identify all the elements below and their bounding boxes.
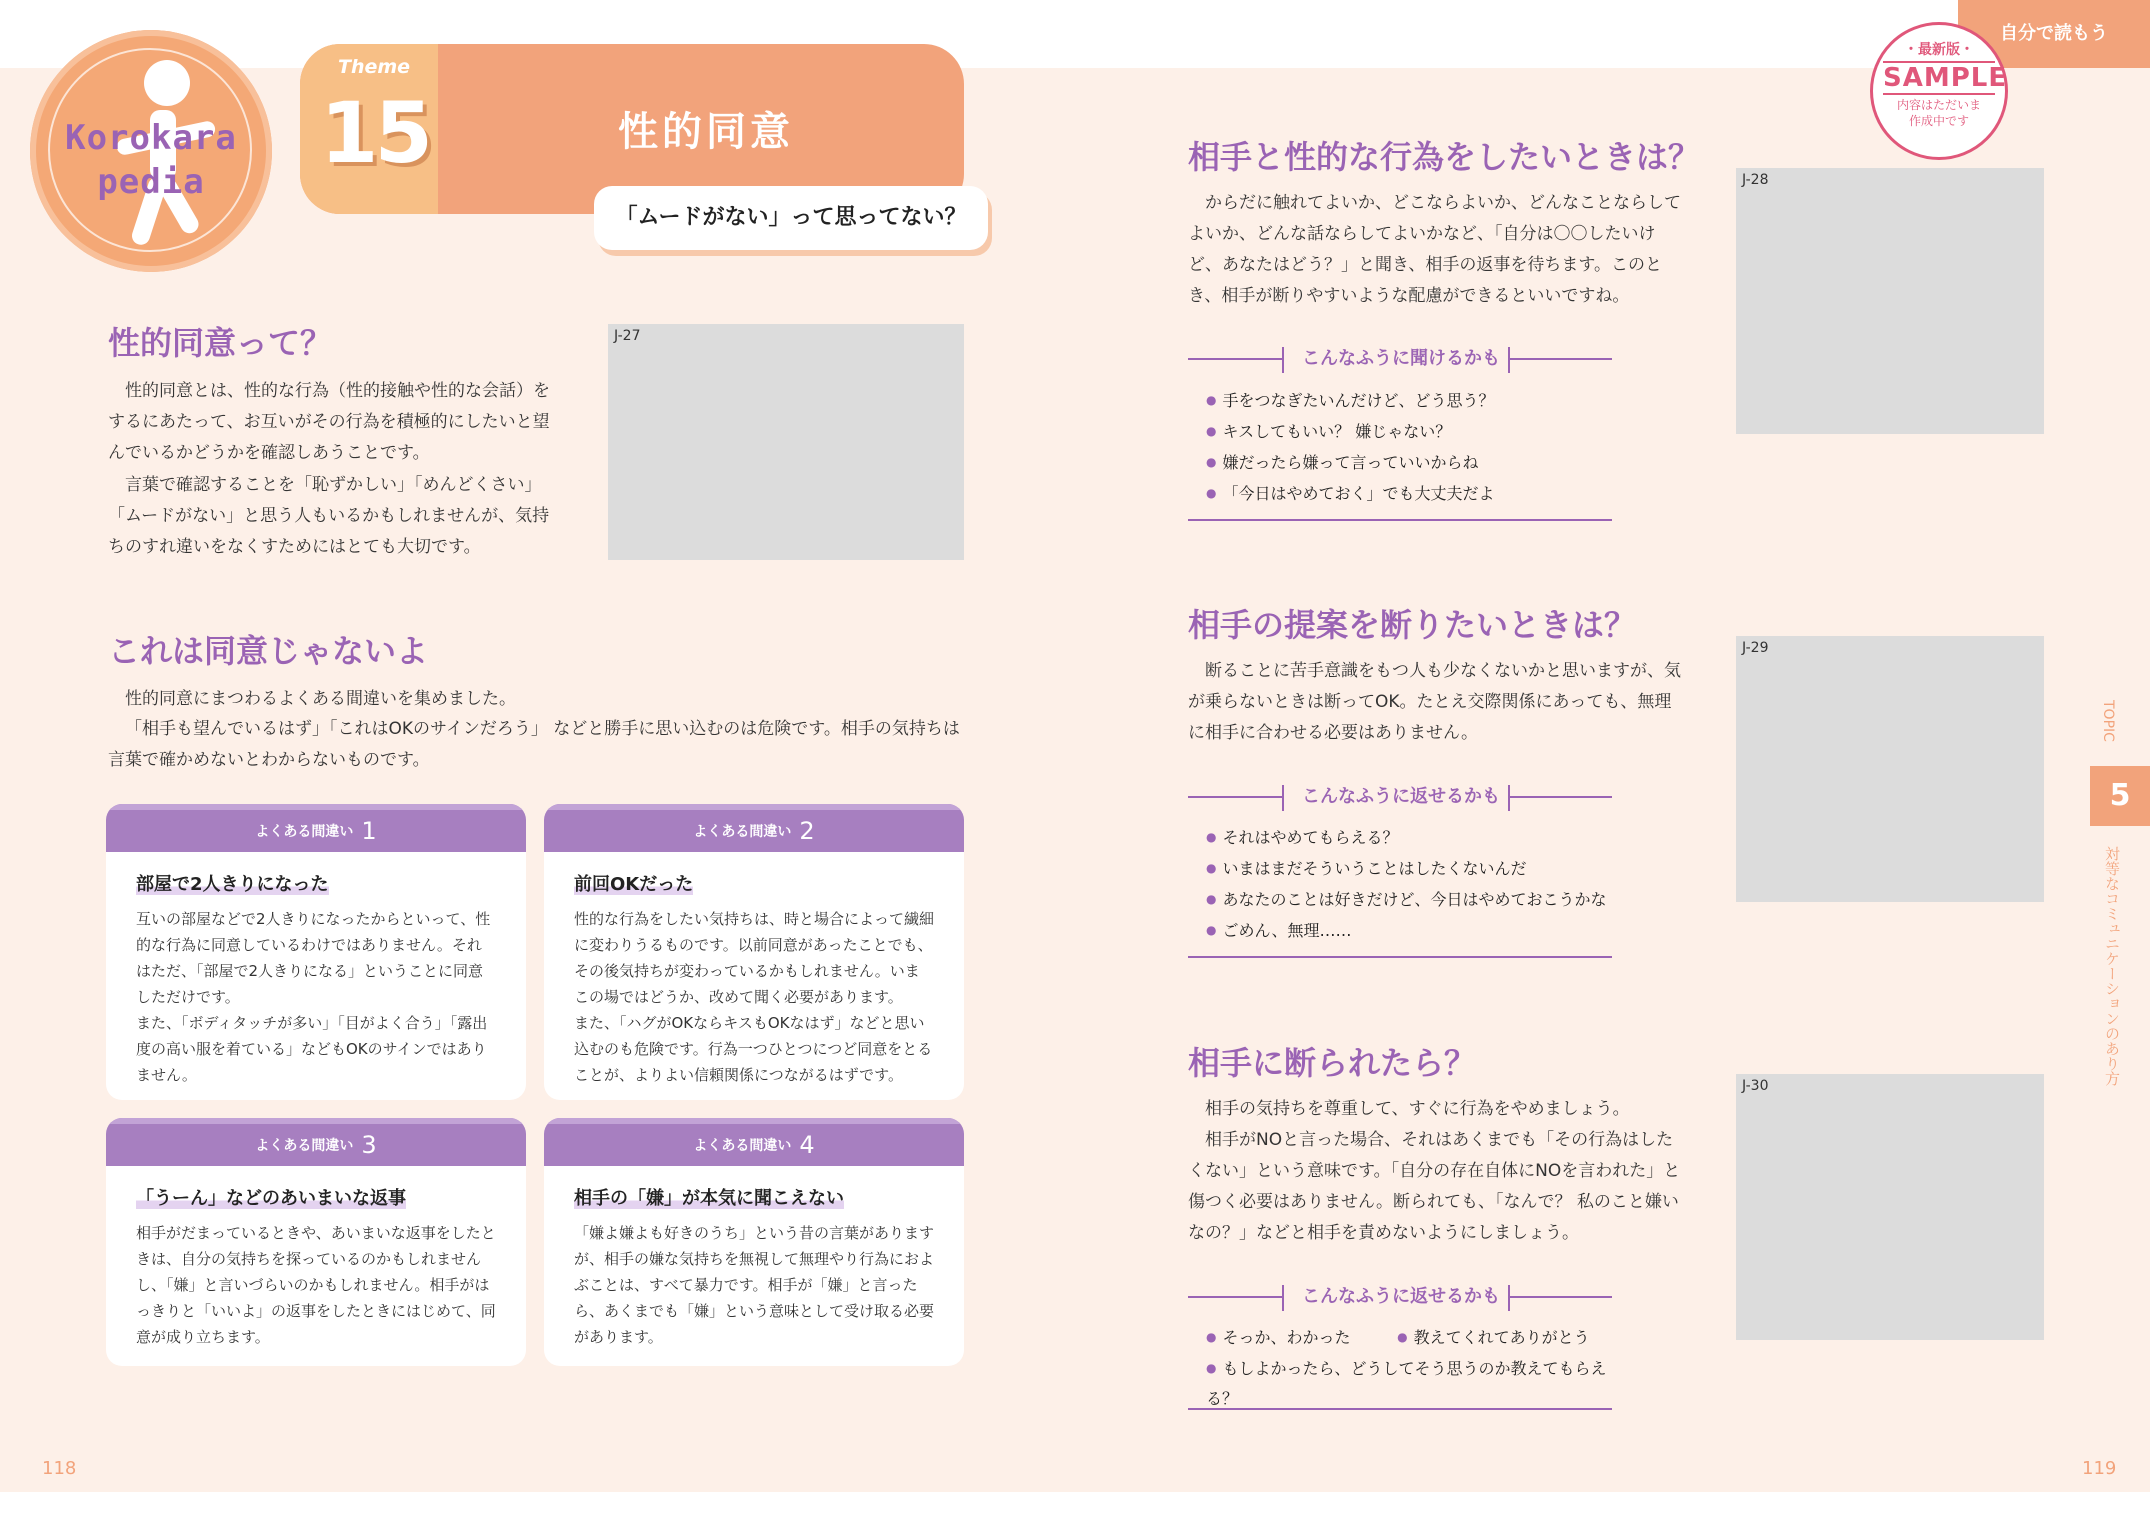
list-item: ● キスしてもいい？ 嫌じゃない？ [1206,416,1495,447]
card-number: 4 [799,1131,815,1159]
section-heading-decline: 相手の提案を断りたいときは？ [1188,606,1637,644]
divider-bar [1508,785,1510,811]
example-list [1206,822,1607,946]
stamp-top: ・最新版・ [1904,42,1974,58]
stamp-line2: 作成中です [1908,114,1969,128]
section-heading-want-to: 相手と性的な行為をしたいときは？ [1188,138,1701,176]
divider-line [1508,796,1612,798]
logo-text-line2: pedia [97,162,205,202]
card-title [574,1184,934,1210]
list-item: ● 手をつなぎたいんだけど、どう思う？ [1206,385,1495,416]
read-yourself-tab: 自分で読もう [1958,0,2150,68]
theme-title: 性的同意 [618,109,794,155]
card-body: 性的な行為をしたい気持ちは、時と場合によって繊細に変わりうるものです。以前同意があったことでも、その後気持ちが変わっているかもしれません。いまこの場ではどうか、改めて聞く必要があります。 また、「ハグがOKならキスもOKなはず」などと思い込むのも危険です。行為一つひとつにつど同意をとることが、よりよい信頼関係につながるはずです。 [574,910,935,1084]
stamp-main: SAMPLE [1883,63,2008,93]
divider-bar [1508,1285,1510,1311]
example-bottom-line [1188,956,1612,958]
list-item: ● あなたのことは好きだけど、今日はやめておこうかな [1206,884,1607,915]
card-number: 1 [361,817,377,845]
example-title: こんなふうに返せるかも [1302,786,1500,807]
divider-line [1188,796,1282,798]
example-bottom-line [1188,519,1612,521]
divider-bar [1282,1285,1284,1311]
section-heading-what-is-consent: 性的同意って？ [108,324,333,362]
card-title-text: 「うーん」などのあいまいな返事 [136,1188,406,1209]
divider-line [1188,358,1282,360]
list-item: ● 嫌だったら嫌って言っていいからね [1206,447,1495,478]
card-header [544,1118,964,1166]
stamp-line1: 内容はただいま [1896,98,1981,112]
card-title [574,870,934,896]
card-body: 「嫌よ嫌よも好きのうち」という昔の言葉がありますが、相手の嫌な気持ちを無視して無理やり行為におよぶことは、すべて暴力です。相手が「嫌」と言ったら、あくまでも「嫌」という意味として受け取る必要があります。 [574,1224,935,1346]
section-heading-not-consent: これは同意じゃないよ [108,632,429,670]
paragraph: 「相手も望んでいるはず」「これはOKのサインだろう」 などと勝手に思い込むのは危険です。相手の気持ちは言葉で確かめないとわからないものです。 [108,719,960,770]
card-title-text: 部屋で2人きりになった [136,874,329,895]
card-title [136,1184,496,1210]
list-item: ● いまはまだそういうことはしたくないんだ [1206,853,1607,884]
example-title: こんなふうに聞けるかも [1302,348,1500,369]
list-item: ● もしよかったら、どうしてそう思うのか教えてもらえる？ [1206,1353,1626,1414]
card-number: 2 [799,817,815,845]
image-label: J-27 [614,328,641,344]
image-placeholder [1736,636,2044,902]
card-header [106,1118,526,1166]
card-header [106,804,526,852]
korokara-pedia-logo [30,30,272,272]
divider-bar [1508,347,1510,373]
image-label: J-30 [1742,1078,1769,1094]
card-body: 相手がだまっているときや、あいまいな返事をしたときは、自分の気持ちを探っているのかもしれませんし、「嫌」と言いづらいのかもしれません。相手がはっきりと「いいよ」の返事をしたときにはじめて、同意が成り立ちます。 [136,1224,496,1346]
paragraph: 言葉で確認することを「恥ずかしい」「めんどくさい」「ムードがない」と思う人もいるかもしれませんが、気持ちのすれ違いをなくすためにはとても大切です。 [108,475,550,557]
image-placeholder [1736,1074,2044,1340]
card-header [544,804,964,852]
card-header-label: よくある間違い [255,824,354,840]
image-placeholder [608,324,964,560]
card-header-label: よくある間違い [255,1138,354,1154]
side-topic-number: 5 [2090,766,2150,826]
card-title [136,870,496,896]
image-label: J-28 [1742,172,1769,188]
image-placeholder [1736,168,2044,434]
card-title-text: 前回OKだった [574,874,694,895]
divider-line [1508,1296,1612,1298]
paragraph: 断ることに苦手意識をもつ人も少なくないかと思いますが、気が乗らないときは断ってOK。たとえ交際関係にあっても、無理に相手に合わせる必要はありません。 [1188,661,1681,743]
card-title-text: 相手の「嫌」が本気に聞こえない [574,1188,844,1209]
card-number: 3 [361,1131,377,1159]
bottom-band [0,1492,2150,1518]
example-header [1188,344,1612,374]
divider-line [1508,358,1612,360]
paragraph: 性的同意にまつわるよくある間違いを集めました。 [125,689,516,709]
divider-line [1188,1296,1282,1298]
list-item: ● そっか、わかった [1206,1322,1392,1353]
theme-subtitle: 「ムードがない」って思ってない？ [594,186,988,250]
paragraph: 相手の気持ちを尊重して、すぐに行為をやめましょう。 [1205,1099,1630,1119]
divider-bar [1282,347,1284,373]
page-number-right: 119 [2082,1458,2117,1479]
mistake-card-1 [106,804,526,1100]
page-number-left: 118 [42,1458,77,1479]
example-bottom-line [1188,1408,1612,1410]
paragraph: 相手がNOと言った場合、それはあくまでも「その行為はしたくない」という意味です。「自分の存在自体にNOを言われた」と傷つく必要はありません。断られても、「なんで？ 私のこと嫌いなの？」などと相手を責めないようにしましょう。 [1188,1130,1681,1243]
example-header [1188,1282,1612,1312]
mistake-card-4 [544,1118,964,1366]
card-header-label: よくある間違い [693,824,792,840]
example-header [1188,782,1612,812]
list-row [1206,1322,1626,1353]
image-label: J-29 [1742,640,1769,656]
side-chapter-title: 対等なコミュニケーションのあり方 [2103,846,2121,1086]
side-topic-label: TOPIC [2100,700,2116,742]
card-body: 互いの部屋などで2人きりになったからといって、性的な行為に同意しているわけではありません。それはただ、「部屋で2人きりになる」ということに同意しただけです。 また、「ボディタッチが多い」「目がよく合う」「露出度の高い服を着ている」などもOKのサインではありません。 [136,910,491,1084]
list-item: ● 「今日はやめておく」でも大丈夫だよ [1206,478,1495,509]
list-item: ● それはやめてもらえる？ [1206,822,1607,853]
divider-bar [1282,785,1284,811]
card-header-label: よくある間違い [693,1138,792,1154]
mistake-card-3 [106,1118,526,1366]
logo-figure-head [144,60,190,106]
example-list [1206,1322,1626,1414]
example-title: こんなふうに返せるかも [1302,1286,1500,1307]
logo-text-line1: Korokara [65,118,237,158]
example-list [1206,385,1495,509]
list-item: ● ごめん、無理…… [1206,915,1607,946]
mistake-card-2 [544,804,964,1100]
list-item: ● 教えてくれてありがとう [1397,1322,1590,1353]
paragraph: 性的同意とは、性的な行為（性的接触や性的な会話）をするにあたって、お互いがその行為を積極的にしたいと望んでいるかどうかを確認しあうことです。 [108,381,550,463]
theme-label: Theme [338,56,411,78]
theme-number: 15 [320,84,429,182]
section-heading-declined: 相手に断られたら？ [1188,1044,1477,1082]
paragraph: からだに触れてよいか、どこならよいか、どんなことならしてよいか、どんな話ならしてよいかなど、「自分は〇〇したいけど、あなたはどう？」と聞き、相手の返事を待ちます。このとき、相手が断りやすいような配慮ができるといいですね。 [1188,193,1681,306]
sample-stamp [1870,22,2008,160]
